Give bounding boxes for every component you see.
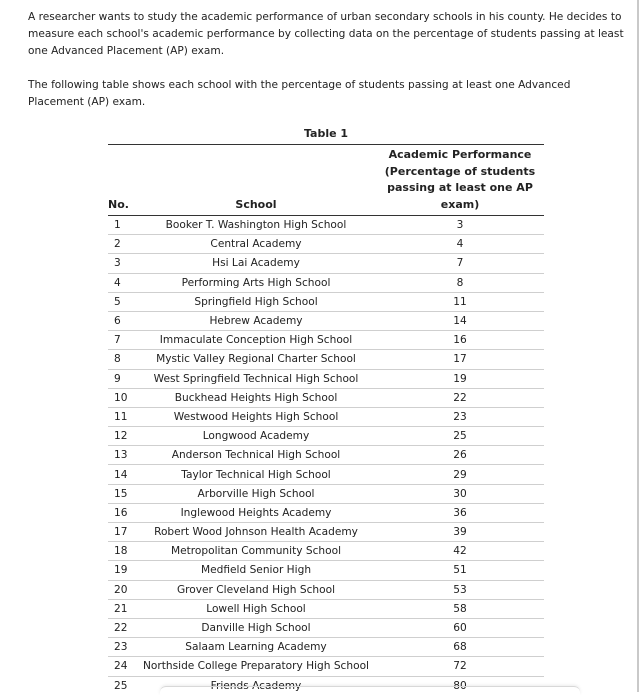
cell-school: Springfield High School bbox=[136, 292, 376, 311]
cell-no: 10 bbox=[108, 388, 136, 407]
cell-no: 23 bbox=[108, 638, 136, 657]
cell-no: 2 bbox=[108, 235, 136, 254]
cell-no: 14 bbox=[108, 465, 136, 484]
cell-school: Booker T. Washington High School bbox=[136, 216, 376, 235]
schools-table bbox=[108, 144, 544, 695]
cell-no: 16 bbox=[108, 503, 136, 522]
cell-school: Inglewood Heights Academy bbox=[136, 503, 376, 522]
table-row bbox=[108, 657, 544, 676]
cell-school: Friends Academy bbox=[210, 679, 302, 692]
cell-school: Metropolitan Community School bbox=[136, 542, 376, 561]
cell-no: 19 bbox=[108, 561, 136, 580]
table-row bbox=[108, 542, 544, 561]
cell-school: Salaam Learning Academy bbox=[136, 638, 376, 657]
cell-school: Westwood Heights High School bbox=[136, 407, 376, 426]
cell-performance: 58 bbox=[376, 599, 544, 618]
table-row bbox=[108, 484, 544, 503]
cell-no: 8 bbox=[108, 350, 136, 369]
cell-no: 9 bbox=[108, 369, 136, 388]
cell-performance: 8 bbox=[376, 273, 544, 292]
header-no: No. bbox=[108, 145, 136, 216]
cell-school: Danville High School bbox=[136, 618, 376, 637]
cell-school: Hebrew Academy bbox=[136, 311, 376, 330]
cell-no: 6 bbox=[108, 311, 136, 330]
cell-school: Grover Cleveland High School bbox=[136, 580, 376, 599]
table-row bbox=[108, 216, 544, 235]
next-panel-edge bbox=[160, 686, 580, 695]
cell-performance: 23 bbox=[376, 407, 544, 426]
cell-no: 1 bbox=[108, 216, 136, 235]
cell-performance: 16 bbox=[376, 331, 544, 350]
cell-performance: 30 bbox=[376, 484, 544, 503]
cell-school: Medfield Senior High bbox=[136, 561, 376, 580]
cell-school: Mystic Valley Regional Charter School bbox=[136, 350, 376, 369]
cell-performance: 60 bbox=[376, 618, 544, 637]
cell-performance: 25 bbox=[376, 427, 544, 446]
header-performance-line-1: Academic Performance bbox=[388, 148, 532, 161]
table-row bbox=[108, 388, 544, 407]
cell-performance: 19 bbox=[376, 369, 544, 388]
cell-no: 22 bbox=[108, 618, 136, 637]
table-row bbox=[108, 407, 544, 426]
cell-performance: 53 bbox=[376, 580, 544, 599]
cell-school: Performing Arts High School bbox=[136, 273, 376, 292]
cell-school: Buckhead Heights High School bbox=[136, 388, 376, 407]
cell-school: Longwood Academy bbox=[136, 427, 376, 446]
table-row bbox=[108, 235, 544, 254]
table-title: Table 1 bbox=[303, 127, 349, 140]
cell-no: 12 bbox=[108, 427, 136, 446]
cell-school: Arborville High School bbox=[136, 484, 376, 503]
table-row bbox=[108, 350, 544, 369]
table-row bbox=[108, 254, 544, 273]
cell-no: 7 bbox=[108, 331, 136, 350]
table-row bbox=[108, 273, 544, 292]
table-row bbox=[108, 465, 544, 484]
intro-paragraph-1: A researcher wants to study the academic performance of urban secondary schools in his county. He decides to measure each school's academic performance by collecting data on the percentage of students passing at least one Advanced Placement (AP) exam. bbox=[28, 11, 624, 57]
cell-no: 18 bbox=[108, 542, 136, 561]
cell-performance: 3 bbox=[376, 216, 544, 235]
cell-no: 3 bbox=[108, 254, 136, 273]
cell-performance: 72 bbox=[376, 657, 544, 676]
cell-school: Central Academy bbox=[136, 235, 376, 254]
cell-school: Lowell High School bbox=[136, 599, 376, 618]
cell-no: 13 bbox=[108, 446, 136, 465]
cell-performance: 7 bbox=[376, 254, 544, 273]
table-row bbox=[108, 311, 544, 330]
header-school: School bbox=[136, 145, 376, 216]
cell-no: 5 bbox=[108, 292, 136, 311]
cell-performance: 39 bbox=[376, 523, 544, 542]
table-header-row bbox=[108, 145, 544, 216]
cell-school: Immaculate Conception High School bbox=[136, 331, 376, 350]
table-row bbox=[108, 561, 544, 580]
cell-performance: 11 bbox=[376, 292, 544, 311]
table-row bbox=[108, 618, 544, 637]
table-row bbox=[108, 427, 544, 446]
cell-no: 11 bbox=[108, 407, 136, 426]
cell-no: 24 bbox=[108, 657, 136, 676]
table-row bbox=[108, 503, 544, 522]
cell-performance: 4 bbox=[376, 235, 544, 254]
cell-performance: 80 bbox=[453, 679, 467, 692]
table-row bbox=[108, 599, 544, 618]
cell-no: 15 bbox=[108, 484, 136, 503]
header-performance-line-3: passing at least one AP exam) bbox=[387, 181, 533, 211]
cell-school: Hsi Lai Academy bbox=[136, 254, 376, 273]
cell-school: West Springfield Technical High School bbox=[136, 369, 376, 388]
table-row bbox=[108, 523, 544, 542]
header-performance bbox=[376, 145, 544, 216]
cell-performance: 14 bbox=[376, 311, 544, 330]
cell-performance: 26 bbox=[376, 446, 544, 465]
intro-paragraph-2: The following table shows each school with the percentage of students passing at least one Advanced Placement (AP) exam. bbox=[28, 79, 571, 108]
cell-performance: 51 bbox=[376, 561, 544, 580]
cell-performance: 17 bbox=[376, 350, 544, 369]
cell-school: Northside College Preparatory High School bbox=[136, 657, 376, 676]
table-body bbox=[108, 216, 544, 695]
header-performance-line-2: (Percentage of students bbox=[384, 164, 536, 178]
cell-performance: 42 bbox=[376, 542, 544, 561]
cell-no: 17 bbox=[108, 523, 136, 542]
cell-school: Anderson Technical High School bbox=[136, 446, 376, 465]
cell-school: Robert Wood Johnson Health Academy bbox=[136, 523, 376, 542]
table-row bbox=[108, 331, 544, 350]
table-row bbox=[108, 638, 544, 657]
cell-no: 20 bbox=[108, 580, 136, 599]
table-row bbox=[108, 446, 544, 465]
cell-performance: 68 bbox=[376, 638, 544, 657]
cell-performance: 22 bbox=[376, 388, 544, 407]
cell-performance: 36 bbox=[376, 503, 544, 522]
table-row bbox=[108, 580, 544, 599]
cell-no: 25 bbox=[114, 679, 128, 692]
cell-no: 4 bbox=[108, 273, 136, 292]
cell-school: Taylor Technical High School bbox=[136, 465, 376, 484]
table-row bbox=[108, 292, 544, 311]
table-row bbox=[108, 369, 544, 388]
cell-performance: 29 bbox=[376, 465, 544, 484]
cell-no: 21 bbox=[108, 599, 136, 618]
